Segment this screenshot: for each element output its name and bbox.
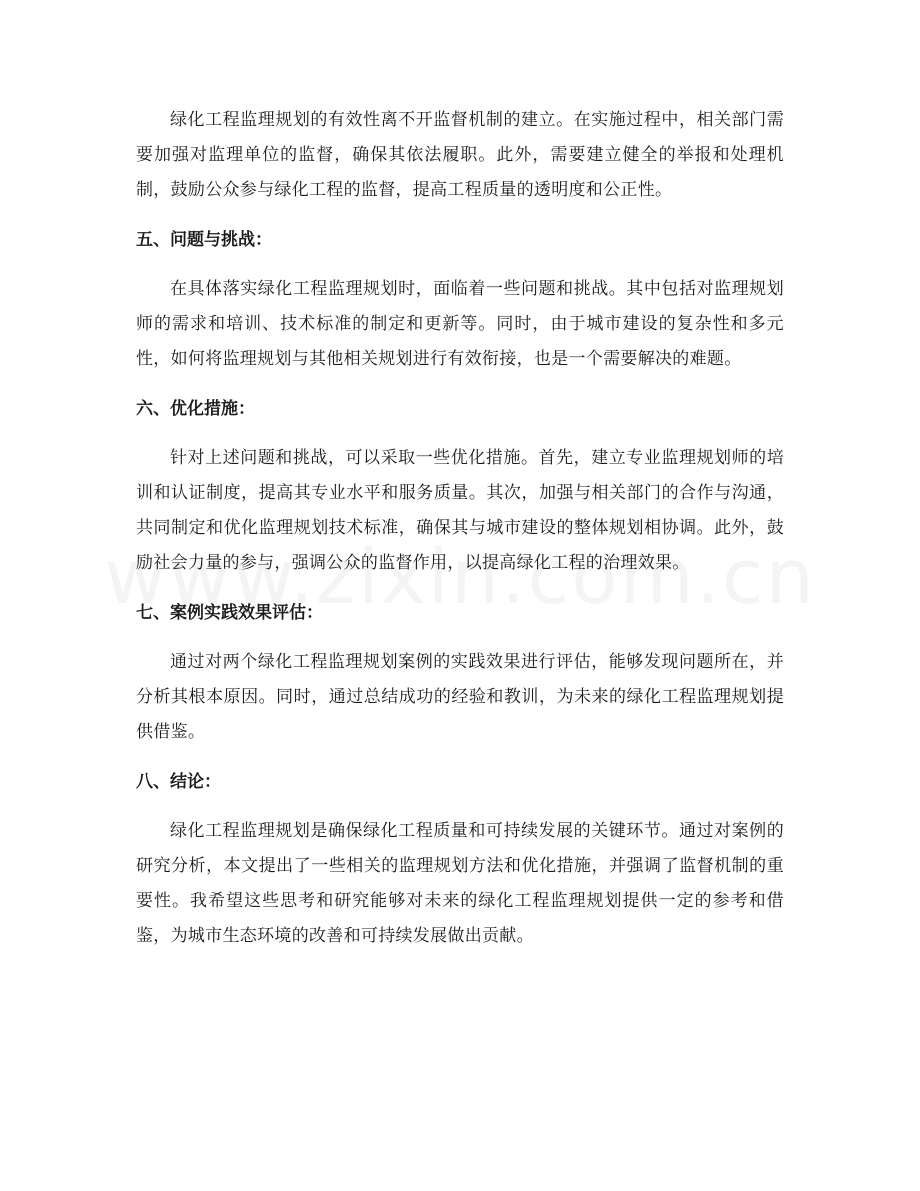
section-6-heading: 六、优化措施： <box>136 399 255 419</box>
section-5-paragraph: 在具体落实绿化工程监理规划时，面临着一些问题和挑战。其中包括对监理规划师的需求和培训、技术标准的制定和更新等。同时，由于城市建设的复杂性和多元性，如何将监理规划与其他相关规划进行有效衔接，也是一个需要解决的难题。 <box>136 279 784 369</box>
section-7-heading: 七、案例实践效果评估： <box>136 603 323 623</box>
section-5-heading: 五、问题与挑战： <box>136 230 272 250</box>
section-8-heading: 八、结论： <box>136 772 221 792</box>
section-7-paragraph: 通过对两个绿化工程监理规划案例的实践效果进行评估，能够发现问题所在，并分析其根本原因。同时，通过总结成功的经验和教训，为未来的绿化工程监理规划提供借鉴。 <box>136 652 784 742</box>
section-6-paragraph: 针对上述问题和挑战，可以采取一些优化措施。首先，建立专业监理规划师的培训和认证制度，提高其专业水平和服务质量。其次，加强与相关部门的合作与沟通，共同制定和优化监理规划技术标准，确保其与城市建设的整体规划相协调。此外，鼓励社会力量的参与，强调公众的监督作用，以提高绿化工程的治理效果。 <box>136 448 784 573</box>
intro-paragraph: 绿化工程监理规划的有效性离不开监督机制的建立。在实施过程中，相关部门需要加强对监理单位的监督，确保其依法履职。此外，需要建立健全的举报和处理机制，鼓励公众参与绿化工程的监督，提高工程质量的透明度和公正性。 <box>136 110 784 200</box>
document-body <box>136 103 784 954</box>
section-8-paragraph: 绿化工程监理规划是确保绿化工程质量和可持续发展的关键环节。通过对案例的研究分析，本文提出了一些相关的监理规划方法和优化措施，并强调了监督机制的重要性。我希望这些思考和研究能够对未来的绿化工程监理规划提供一定的参考和借鉴，为城市生态环境的改善和可持续发展做出贡献。 <box>136 821 784 946</box>
